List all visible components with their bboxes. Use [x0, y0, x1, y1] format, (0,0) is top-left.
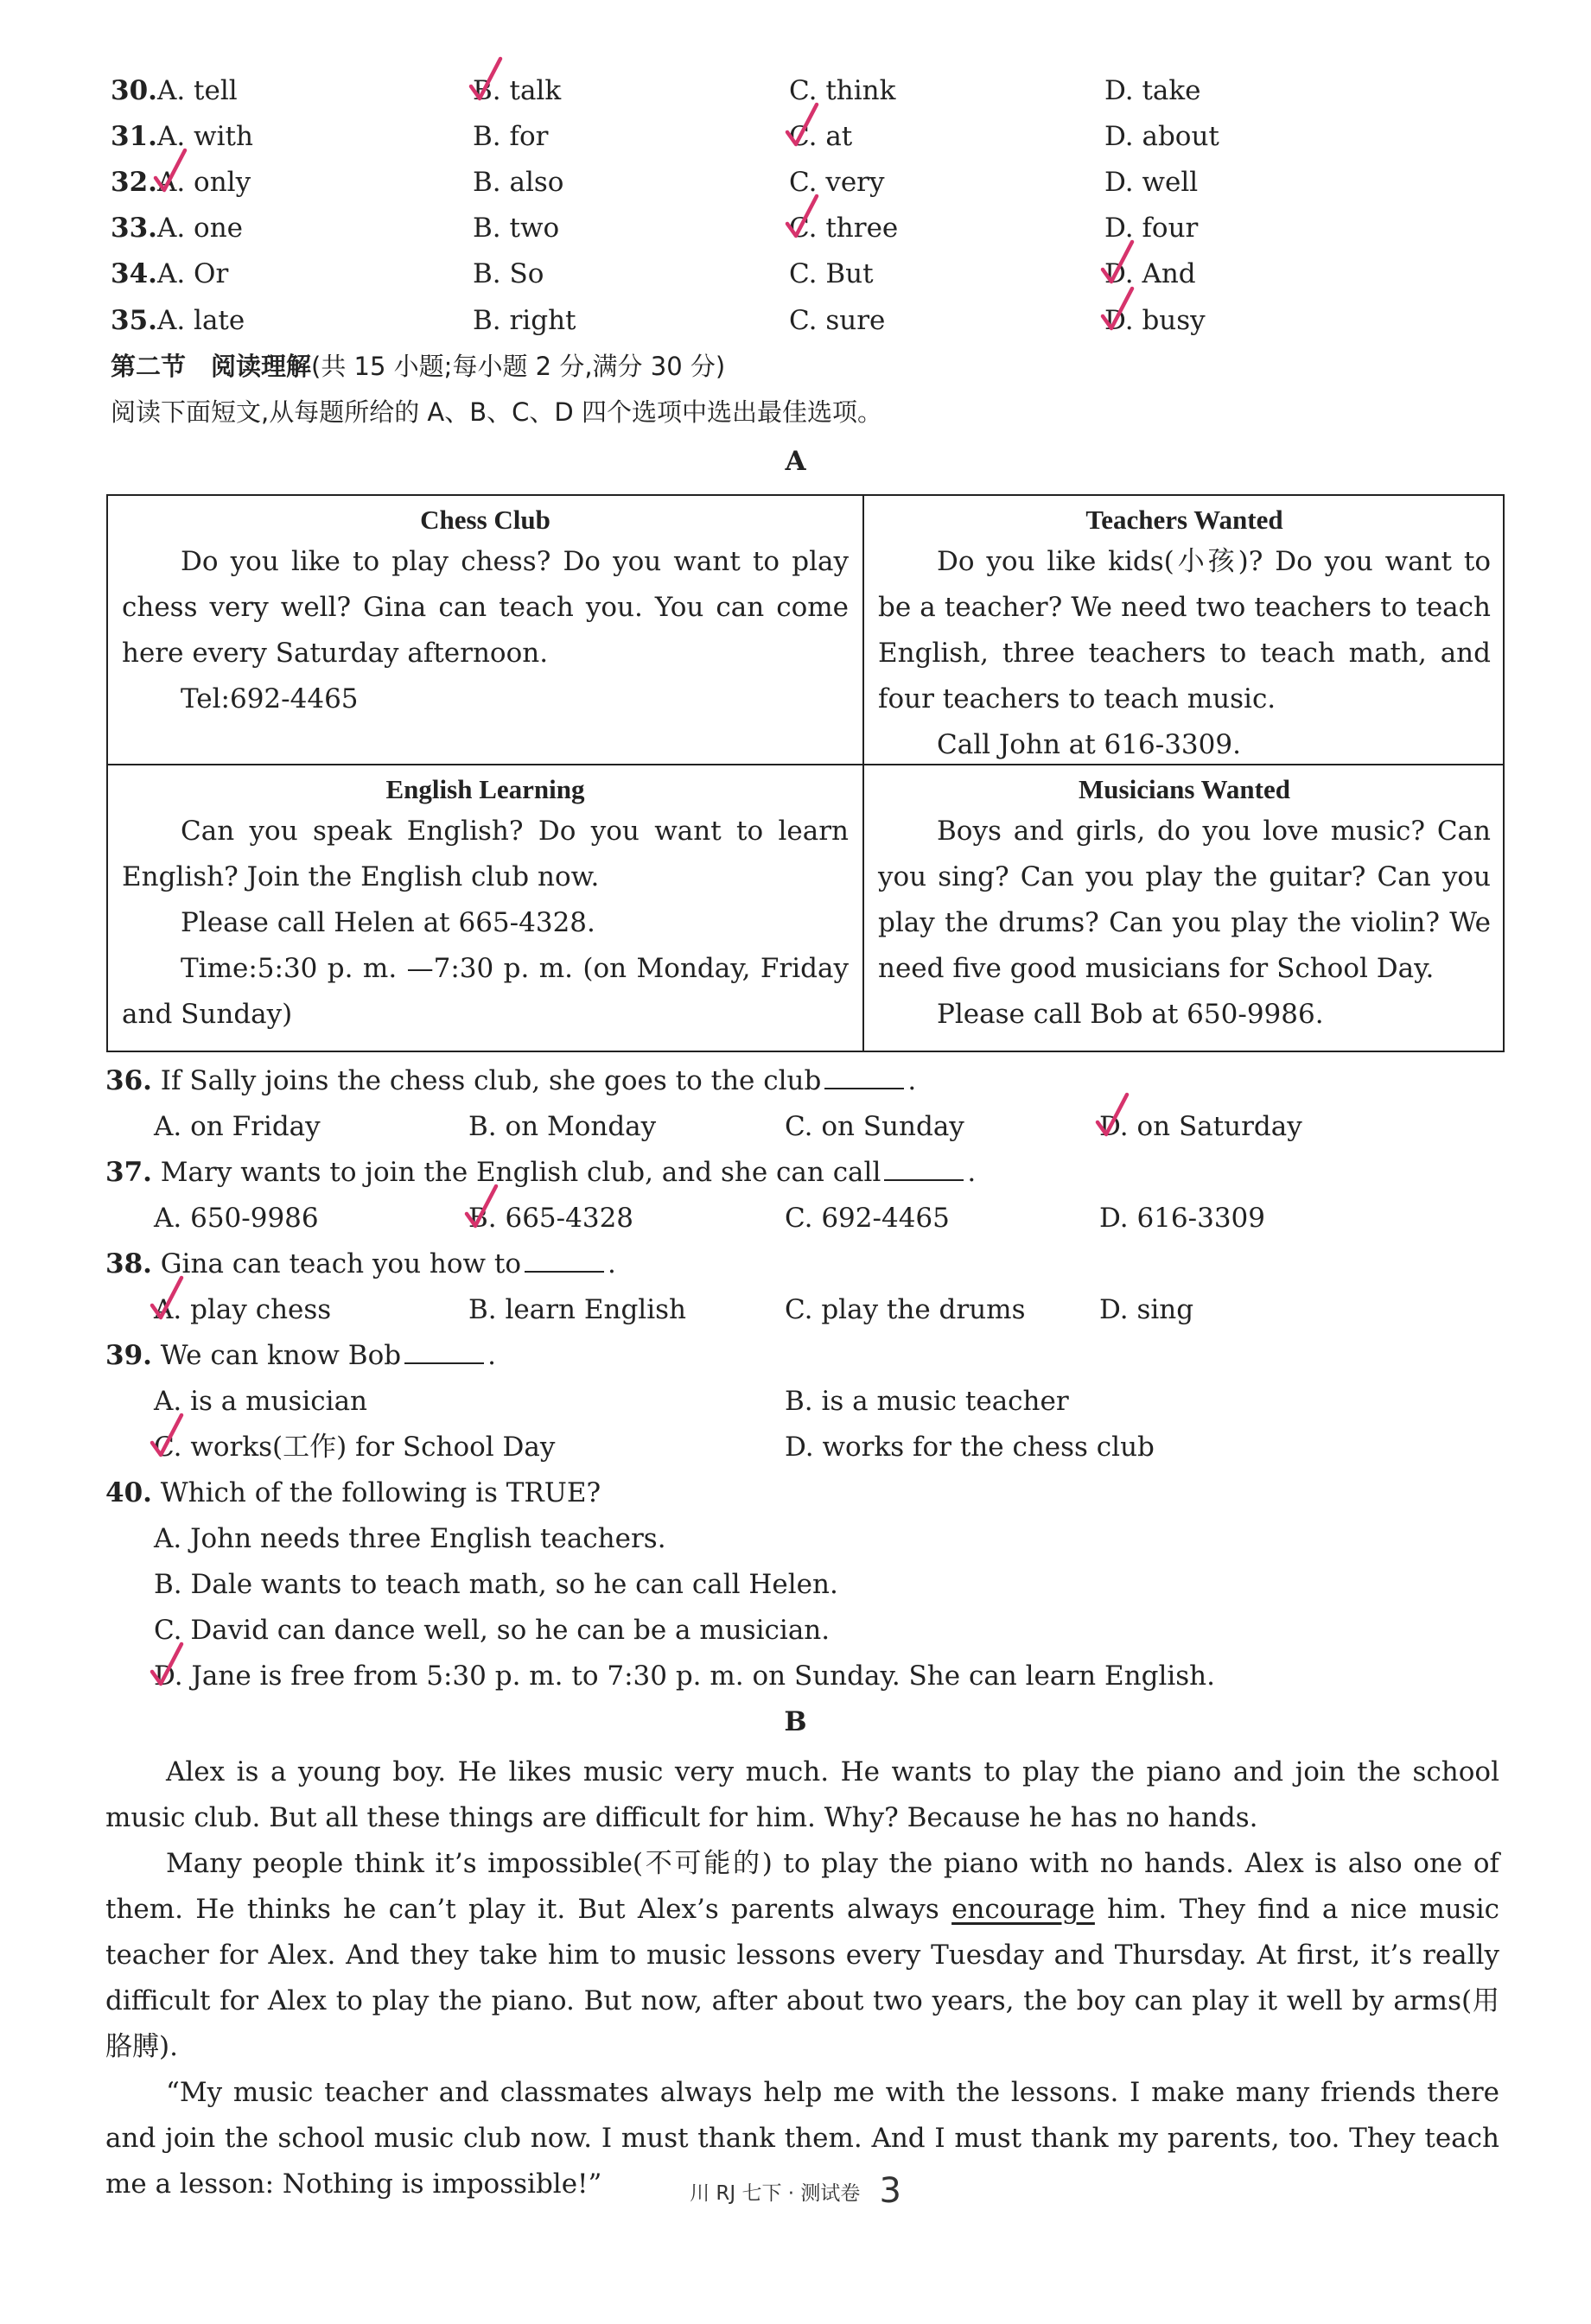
question-number: 35.: [111, 305, 157, 336]
option-a: A. on Friday: [154, 1111, 321, 1142]
option-c: [789, 212, 898, 245]
question-number: 31.: [111, 121, 157, 152]
ad-title: Chess Club: [420, 505, 550, 535]
question-38: [105, 1248, 616, 1281]
option-b: B. on Monday: [468, 1111, 657, 1142]
option-text: B. 665-4328: [468, 1203, 634, 1234]
question-stem: We can know Bob: [160, 1340, 402, 1371]
option-d: D. about: [1104, 121, 1219, 152]
section-title: 第二节 阅读理解: [111, 352, 312, 381]
ad-contact: Call John at 616-3309.: [937, 729, 1241, 760]
option-text: D. And: [1104, 258, 1196, 289]
option-text: C. at: [789, 121, 853, 152]
question-stem: Which of the following is TRUE?: [160, 1477, 601, 1508]
ad-contact: Tel:692-4465: [181, 683, 359, 714]
paragraph-text: him. They find a nice music teacher for Alex. And they take him to music lessons every Tuesday and Thursday. At first, it’s really difficult for Alex to play the piano. But now, after about two years, the boy can play it well by arms(用胳膊).: [105, 1894, 1499, 2062]
ad-english-learning: [108, 765, 862, 1052]
option-a: A. tell: [156, 75, 238, 106]
ad-contact: Please call Bob at 650-9986.: [937, 999, 1324, 1030]
cloze-row-34: [111, 257, 228, 291]
question-number: 30.: [111, 75, 157, 106]
question-number: 32.: [111, 167, 157, 198]
underlined-word: encourage: [951, 1894, 1095, 1925]
ad-musicians-wanted: [864, 765, 1505, 1052]
question-37: [105, 1156, 976, 1190]
option-d: D. take: [1104, 75, 1201, 106]
option-b: B. Dale wants to teach math, so he can call Helen.: [154, 1569, 838, 1600]
option-text: C. works(工作) for School Day: [154, 1432, 556, 1463]
punctuation: .: [487, 1340, 496, 1371]
question-number: 40.: [105, 1477, 152, 1508]
option-d: D. sing: [1099, 1294, 1194, 1325]
option-text: D. Jane is free from 5:30 p. m. to 7:30 p. m. on Sunday. She can learn English.: [154, 1660, 1215, 1692]
cloze-row-32: [111, 166, 251, 200]
option-b: B. right: [473, 305, 576, 336]
option-c: C. sure: [789, 305, 886, 336]
option-c: C. David can dance well, so he can be a musician.: [154, 1615, 831, 1646]
ad-text: Do you like kids(小孩)? Do you want to be a teacher? We need two teachers to teach English, three teachers to teach math, and four teachers to teach music.: [878, 546, 1491, 714]
passage-a-label: A: [785, 446, 806, 477]
punctuation: .: [967, 1157, 977, 1188]
answer-blank: [525, 1250, 604, 1273]
option-b: [468, 1202, 633, 1235]
option-text: D. busy: [1104, 305, 1206, 336]
option-d: D. 616-3309: [1099, 1203, 1265, 1234]
option-a: A. Or: [156, 258, 229, 289]
paragraph: [105, 1841, 1499, 2070]
ad-teachers-wanted: [864, 496, 1505, 764]
passage-b: [105, 1749, 1499, 2207]
punctuation: .: [608, 1248, 616, 1279]
ad-chess-club: [108, 496, 862, 764]
option-b: B. for: [473, 121, 549, 152]
ad-title: Teachers Wanted: [1085, 505, 1283, 535]
paragraph: Alex is a young boy. He likes music very much. He wants to play the piano and join the school music club. But all these things are difficult for him. Why? Because he has no hands.: [105, 1756, 1499, 1833]
ad-title: English Learning: [385, 774, 585, 804]
option-d: [1099, 1110, 1302, 1144]
question-number: 39.: [105, 1340, 152, 1371]
option-b: [473, 74, 561, 108]
punctuation: .: [907, 1065, 917, 1096]
question-stem: Gina can teach you how to: [160, 1248, 522, 1279]
section-note: (共 15 小题;每小题 2 分,满分 30 分): [311, 352, 726, 381]
option-a: A. only: [156, 167, 251, 198]
option-d: [1104, 304, 1206, 338]
question-number: 37.: [105, 1157, 152, 1188]
ad-title: Musicians Wanted: [1079, 774, 1290, 804]
option-a: A. 650-9986: [154, 1203, 319, 1234]
option-b: B. two: [473, 213, 560, 244]
cloze-row-31: [111, 120, 253, 154]
option-a: A. late: [156, 305, 245, 336]
question-number: 36.: [105, 1065, 152, 1096]
option-b: B. learn English: [468, 1294, 687, 1325]
option-a: A. with: [156, 121, 253, 152]
ad-text: Can you speak English? Do you want to learn English? Join the English club now.: [122, 816, 849, 892]
ad-contact: Please call Helen at 665-4328.: [181, 907, 595, 938]
section-heading: [111, 351, 725, 382]
question-stem: Mary wants to join the English club, and she can call: [160, 1157, 881, 1188]
option-d: [154, 1660, 1215, 1693]
option-a: A. is a musician: [154, 1386, 368, 1417]
cloze-row-33: [111, 212, 243, 245]
page-footer: [0, 2171, 1591, 2211]
option-d: [1104, 257, 1196, 291]
option-text: B. talk: [473, 75, 562, 106]
question-stem: If Sally joins the chess club, she goes to the club: [160, 1065, 822, 1096]
passage-b-label: B: [784, 1706, 807, 1737]
ad-text: Do you like to play chess? Do you want to play chess very well? Gina can teach you. You can come here every Saturday afternoon.: [122, 546, 849, 669]
option-c: [154, 1431, 555, 1464]
option-text: D. on Saturday: [1099, 1111, 1302, 1142]
paragraph: “My music teacher and classmates always help me with the lessons. I make many friends there and join the school music club now. I must thank them. And I must thank my parents, too. They teach me a lesson: Nothing is impossible!”: [105, 2077, 1499, 2200]
question-39: [105, 1339, 496, 1373]
question-number: 38.: [105, 1248, 152, 1279]
answer-blank: [824, 1067, 904, 1089]
option-text: A. play chess: [154, 1294, 332, 1325]
ads-table: [106, 494, 1505, 1052]
option-a: A. John needs three English teachers.: [154, 1523, 666, 1554]
answer-blank: [884, 1159, 964, 1181]
ad-time: Time:5:30 p. m. —7:30 p. m. (on Monday, Friday and Sunday): [122, 953, 849, 1030]
question-40: [105, 1476, 601, 1510]
option-d: D. well: [1104, 167, 1199, 198]
option-c: C. think: [789, 75, 896, 106]
option-c: C. But: [789, 258, 874, 289]
option-c: [789, 120, 852, 154]
option-d: D. four: [1104, 213, 1199, 244]
option-c: C. play the drums: [785, 1294, 1026, 1325]
option-b: B. is a music teacher: [785, 1386, 1069, 1417]
ad-text: Boys and girls, do you love music? Can you sing? Can you play the guitar? Can you play the drums? Can you play the violin? We need five good musicians for School Day.: [878, 816, 1491, 984]
cloze-row-30: [111, 74, 238, 108]
option-a: A. one: [156, 213, 244, 244]
option-d: D. works for the chess club: [785, 1432, 1155, 1463]
footer-text: 川 RJ 七下 · 测试卷: [690, 2182, 861, 2205]
page-number: 3: [879, 2171, 901, 2211]
option-c: C. very: [789, 167, 885, 198]
answer-blank: [404, 1342, 484, 1364]
question-36: [105, 1064, 916, 1098]
paragraph-text: Many people think it’s impossible(不可能的) to play the piano with no hands. Alex is also one of them. He thinks he can’t play it. But Alex’s parents always: [105, 1848, 1499, 1925]
cloze-row-35: [111, 304, 245, 338]
question-number: 34.: [111, 258, 157, 289]
option-c: C. 692-4465: [785, 1203, 950, 1234]
option-b: B. also: [473, 167, 564, 198]
section-instruction: 阅读下面短文,从每题所给的 A、B、C、D 四个选项中选出最佳选项。: [111, 397, 882, 427]
option-b: B. So: [473, 258, 544, 289]
option-c: C. on Sunday: [785, 1111, 964, 1142]
question-number: 33.: [111, 213, 157, 244]
option-a: [154, 1293, 331, 1327]
option-text: C. three: [789, 213, 899, 244]
